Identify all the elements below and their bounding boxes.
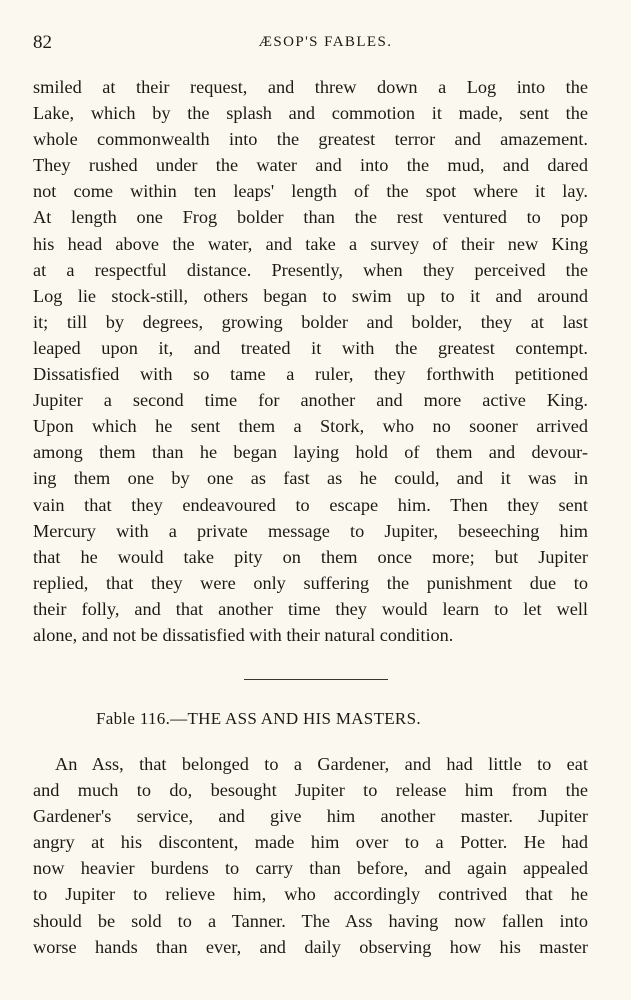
text-line: not come within ten leaps' length of the spot where it lay. <box>33 181 588 202</box>
text-line: vain that they endeavoured to escape him. Then they sent <box>33 494 588 515</box>
text-line: Log lie stock-still, others began to swim up to it and around <box>33 285 588 306</box>
text-line: Mercury with a private message to Jupiter, beseeching him <box>33 520 588 541</box>
text-line: ing them one by one as fast as he could, and it was in <box>33 468 588 489</box>
text-line: leaped upon it, and treated it with the greatest contempt. <box>33 337 588 358</box>
text-line: Gardener's service, and give him another master. Jupiter <box>33 806 588 827</box>
fable-number: Fable 116. <box>96 709 171 728</box>
text-line: it; till by degrees, growing bolder and bolder, they at last <box>33 311 588 332</box>
text-line: and much to do, besought Jupiter to release him from the <box>33 780 588 801</box>
text-line: his head above the water, and take a survey of their new King <box>33 233 588 254</box>
page-number: 82 <box>33 32 52 53</box>
text-line: Lake, which by the splash and commotion it made, sent the <box>33 103 588 124</box>
text-line: Dissatisfied with so tame a ruler, they forthwith petitioned <box>33 364 588 385</box>
fable-title: —THE ASS AND HIS MASTERS. <box>170 709 421 728</box>
text-line: to Jupiter to relieve him, who accordingly contrived that he <box>33 884 588 905</box>
page-header <box>33 32 598 58</box>
section-divider <box>244 679 388 680</box>
text-line: at a respectful distance. Presently, when they perceived the <box>33 259 588 280</box>
text-line: their folly, and that another time they would learn to let well <box>33 598 588 619</box>
text-line: worse hands than ever, and daily observing how his master <box>33 936 588 957</box>
text-line: should be sold to a Tanner. The Ass having now fallen into <box>33 910 588 931</box>
text-line: alone, and not be dissatisfied with their natural condition. <box>33 624 454 645</box>
fable-heading <box>96 709 421 729</box>
fable-paragraph-continued <box>33 74 588 648</box>
fable-paragraph <box>33 751 588 960</box>
text-line: Upon which he sent them a Stork, who no sooner arrived <box>33 416 588 437</box>
text-line: that he would take pity on them once more; but Jupiter <box>33 546 588 567</box>
text-line: now heavier burdens to carry than before, and again appealed <box>33 858 588 879</box>
text-line: among them than he began laying hold of them and devour- <box>33 442 588 463</box>
text-line: whole commonwealth into the greatest terror and amazement. <box>33 129 588 150</box>
text-line: An Ass, that belonged to a Gardener, and had little to eat <box>55 754 588 774</box>
text-line: replied, that they were only suffering the punishment due to <box>33 572 588 593</box>
text-line: smiled at their request, and threw down a Log into the <box>33 77 588 97</box>
text-line: They rushed under the water and into the mud, and dared <box>33 155 588 176</box>
text-line: angry at his discontent, made him over to a Potter. He had <box>33 832 588 853</box>
text-line: Jupiter a second time for another and more active King. <box>33 390 588 411</box>
running-head: ÆSOP'S FABLES. <box>258 34 393 50</box>
text-line: At length one Frog bolder than the rest ventured to pop <box>33 207 588 228</box>
